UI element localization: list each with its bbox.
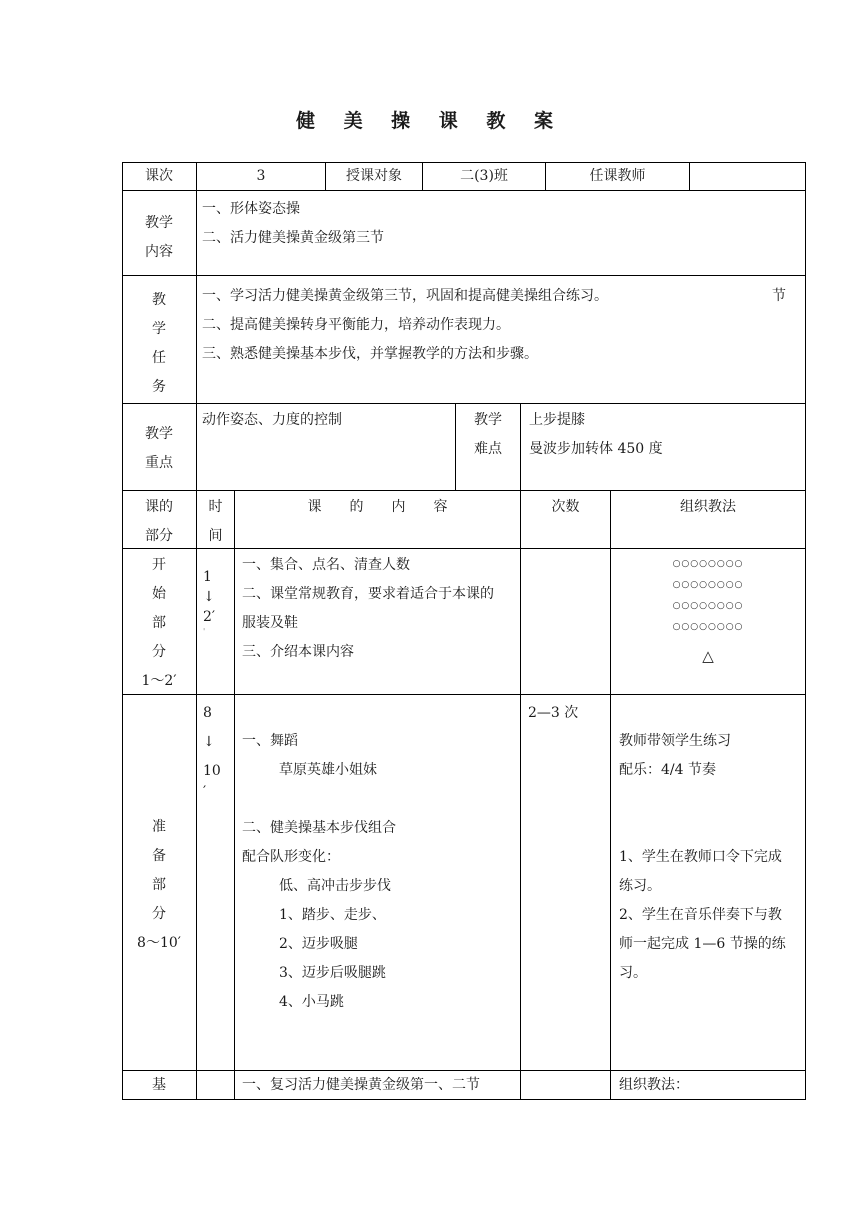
target-class-label: 授课对象 <box>346 168 402 184</box>
basic-method: 组织教法： <box>619 1077 689 1093</box>
lesson-plan-table <box>122 162 806 1100</box>
lesson-number-label: 课次 <box>145 168 173 184</box>
page-title: 健 美 操 课 教 案 <box>295 110 565 132</box>
start-content: 一、集合、点名、清查人数 二、课堂常规教育，要求着适合于本课的 服装及鞋 三、介绍本课内容 <box>242 557 494 660</box>
prep-time: 8 ↓ 10 ′ <box>203 705 221 800</box>
lesson-number-value: 3 <box>256 168 266 184</box>
formation-diagram: ○○○○○○○○ ○○○○○○○○ ○○○○○○○○ ○○○○○○○○ <box>672 559 744 632</box>
focus-label: 教学 重点 <box>145 426 173 471</box>
col-time-header: 时 间 <box>208 499 223 544</box>
down-arrow-icon: ↓ <box>203 734 215 750</box>
prep-dance: 一、舞蹈 草原英雄小姐妹 <box>242 733 377 778</box>
tasks-lines: 一、学习活力健美操黄金级第三节，巩固和提高健美操组合练习。 二、提高健美操转身平衡能力，培养动作表现力。 三、熟悉健美操基本步伐，并掌握教学的方法和步骤。 <box>202 288 608 362</box>
col-count-header: 次数 <box>551 499 580 515</box>
prep-steps: 二、健美操基本步伐组合 配合队形变化： 低、高冲击步步伐 1、踏步、走步、 2、迈步吸腿 3、迈步后吸腿跳 4、小马跳 <box>242 820 396 1010</box>
prep-method-lead: 教师带领学生练习 配乐：4/4 节奏 <box>619 733 731 778</box>
difficulty-lines: 上步提膝 曼波步加转体 450 度 <box>529 412 663 457</box>
basic-part-label: 基 <box>152 1077 166 1093</box>
prep-count: 2—3 次 <box>528 705 579 721</box>
start-time: 1 ↓ 2′ ' <box>203 569 216 636</box>
tasks-label: 教 学 任 务 <box>152 292 166 395</box>
prep-method-notes: 1、学生在教师口令下完成 练习。 2、学生在音乐伴奏下与教 师一起完成 1—6 节操的练 习。 <box>619 849 786 981</box>
col-method-header: 组织教法 <box>680 499 736 515</box>
down-arrow-icon: ↓ <box>203 589 215 605</box>
col-part-header: 课的 部分 <box>145 499 173 544</box>
difficulty-label: 教学 难点 <box>474 412 502 457</box>
tasks-side-char: 节 <box>772 288 786 304</box>
focus-value: 动作姿态、力度的控制 <box>202 412 342 428</box>
target-class-value: 二(3)班 <box>460 168 508 184</box>
col-content-header: 课 的 内 容 <box>307 499 448 515</box>
basic-content: 一、复习活力健美操黄金级第一、二节 <box>242 1077 480 1093</box>
start-part-label: 开 始 部 分 1～2′ <box>141 557 177 689</box>
content-lines: 一、形体姿态操 二、活力健美操黄金级第三节 <box>202 201 384 246</box>
teacher-position-icon: △ <box>702 647 714 665</box>
prep-part-label: 准 备 部 分 8～10′ <box>137 819 181 951</box>
teacher-label: 任课教师 <box>589 168 646 184</box>
content-label: 教学 内容 <box>145 215 173 260</box>
